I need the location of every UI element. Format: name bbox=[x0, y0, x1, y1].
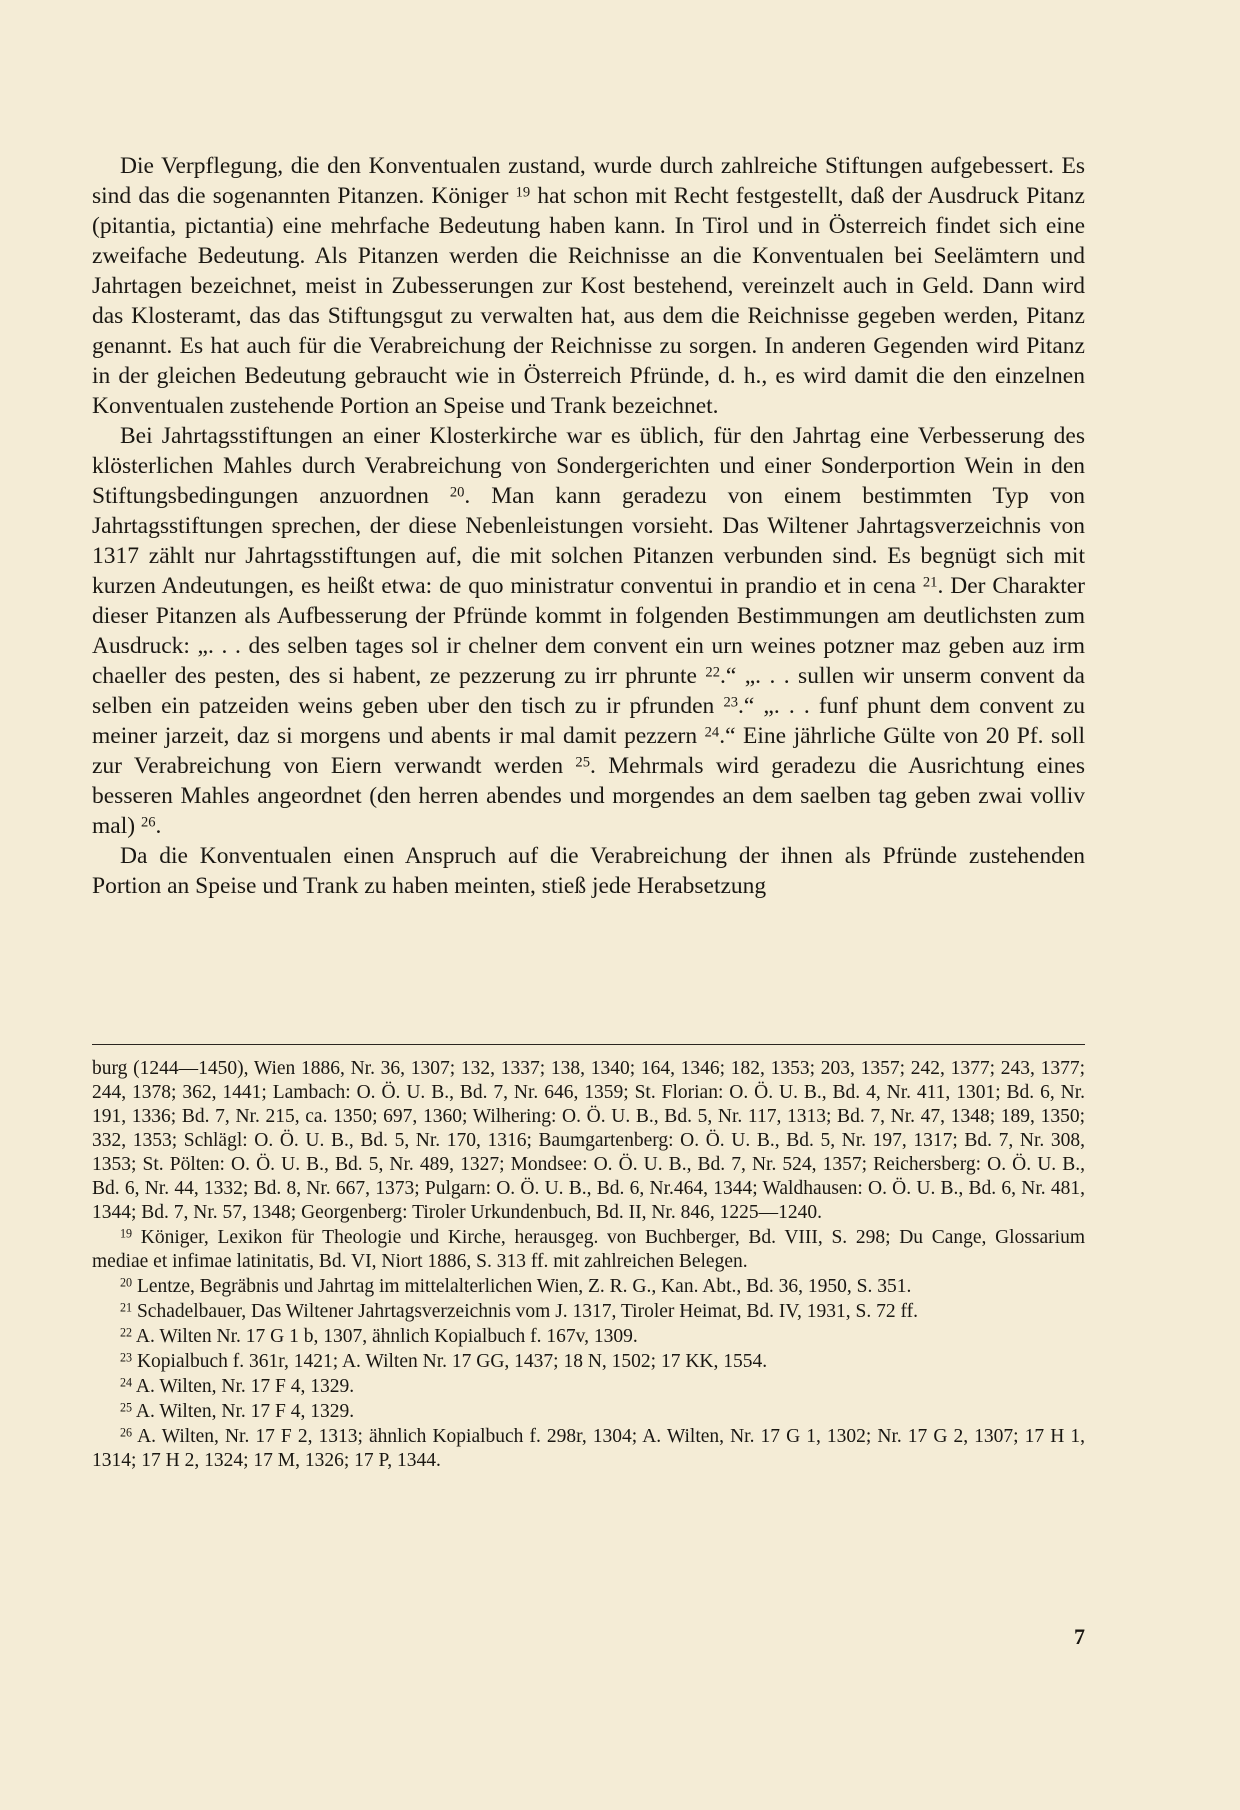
paragraph-text: Die Verpflegung, die den Konventualen zustand, wurde durch zahlreiche Stiftungen aufgebessert. Es sind das die sogenannten Pitanzen. Königer bbox=[92, 153, 1085, 209]
body-paragraph bbox=[92, 421, 1085, 841]
footnote-number: 20 bbox=[120, 1275, 133, 1290]
footnote-number: 21 bbox=[120, 1300, 133, 1315]
footnote-reference: 21 bbox=[922, 574, 938, 591]
paragraph-text: Da die Konventualen einen Anspruch auf die Verabreichung der ihnen als Pfründe zustehenden Portion an Speise und Trank zu haben meinten, stieß jede Herabsetzung bbox=[92, 843, 1085, 899]
footnote-text: Lentze, Begräbnis und Jahrtag im mittelalterlichen Wien, Z. R. G., Kan. Abt., Bd. 36, 1950, S. 351. bbox=[136, 1276, 912, 1297]
footnote-text: burg (1244—1450), Wien 1886, Nr. 36, 1307; 132, 1337; 138, 1340; 164, 1346; 182, 1353; 203, 1357; 242, 1377; 243, 1377; 244, 1378; 362, 1441; Lambach: O. Ö. U. B., Bd. 7, Nr. 646, 1359; St. Florian: O. Ö. U. B., Bd. 4, Nr. 411, 1301; Bd. 6, Nr. 191, 1336; Bd. 7, Nr. 215, ca. 1350; 697, 1360; Wilhering: O. Ö. U. B., Bd. 5, Nr. 117, 1313; Bd. 7, Nr. 47, 1348; 189, 1350; 332, 1353; Schlägl: O. Ö. U. B., Bd. 5, Nr. 170, 1316; Baumgartenberg: O. Ö. U. B., Bd. 5, Nr. 197, 1317; Bd. 7, Nr. 308, 1353; St. Pölten: O. Ö. U. B., Bd. 5, Nr. 489, 1327; Mondsee: O. Ö. U. B., Bd. 7, Nr. 524, 1357; Reichersberg: O. Ö. U. B., Bd. 6, Nr. 44, 1332; Bd. 8, Nr. 667, 1373; Pulgarn: O. Ö. U. B., Bd. 6, Nr.464, 1344; Waldhausen: O. Ö. U. B., Bd. 6, Nr. 481, 1344; Bd. 7, Nr. 57, 1348; Georgenberg: Tiroler Urkundenbuch, Bd. II, Nr. 846, 1225—1240. bbox=[92, 1058, 1085, 1223]
footnote-reference: 23 bbox=[723, 694, 738, 711]
footnote-text: Königer, Lexikon für Theologie und Kirche, herausgeg. von Buchberger, Bd. VIII, S. 298; Du Cange, Glossarium mediae et infimae latinitatis, Bd. VI, Niort 1886, S. 313 ff. mit zahlreichen Belegen. bbox=[92, 1227, 1086, 1272]
footnote-number: 25 bbox=[120, 1400, 133, 1415]
footnote-separator bbox=[92, 1044, 1085, 1045]
footnote-reference: 26 bbox=[140, 814, 156, 831]
footnote-text: A. Wilten, Nr. 17 F 4, 1329. bbox=[135, 1401, 355, 1422]
paragraph-text: . bbox=[155, 813, 162, 839]
paragraph-text: hat schon mit Recht festgestellt, daß der Ausdruck Pitanz (pitantia, pictantia) eine mehrfache Bedeutung haben kann. In Tirol und in Österreich findet sich eine zweifache Bedeutung. Als Pitanzen werden die Reichnisse an die Konventualen bei Seelämtern und Jahrtagen bezeichnet, meist in Zubesserungen zur Kost bestehend, vereinzelt auch in Geld. Dann wird das Klosteramt, das das Stiftungsgut zu verwalten hat, aus dem die Reichnisse gegeben werden, Pitanz genannt. Es hat auch für die Verabreichung der Reichnisse zu sorgen. In anderen Gegenden wird Pitanz in der gleichen Bedeutung gebraucht wie in Österreich Pfründe, d. h., es wird damit die den einzelnen Konventualen zustehende Portion an Speise und Trank bezeichnet. bbox=[92, 183, 1085, 419]
main-text bbox=[92, 151, 1085, 901]
footnote bbox=[92, 1300, 1085, 1324]
footnote-text: Schadelbauer, Das Wiltener Jahrtagsverzeichnis vom J. 1317, Tiroler Heimat, Bd. IV, 1931, S. 72 ff. bbox=[136, 1301, 918, 1322]
paragraph-text: . Mehrmals wird geradezu die Ausrichtung eines besseren Mahles angeordnet (den herren abendes und morgendes an dem saelben tag geben zwai volliv mal) bbox=[92, 753, 1085, 839]
footnotes bbox=[92, 1057, 1085, 1474]
footnote-text: A. Wilten, Nr. 17 F 2, 1313; ähnlich Kopialbuch f. 298r, 1304; A. Wilten, Nr. 17 G 1, 1302; Nr. 17 G 2, 1307; 17 H 1, 1314; 17 H 2, 1324; 17 M, 1326; 17 P, 1344. bbox=[92, 1426, 1085, 1471]
footnote-reference: 19 bbox=[515, 184, 531, 201]
footnote bbox=[92, 1275, 1085, 1299]
footnote-reference: 25 bbox=[575, 754, 590, 771]
footnote-number: 24 bbox=[120, 1375, 133, 1390]
body-paragraph bbox=[92, 841, 1085, 901]
body-paragraph bbox=[92, 151, 1085, 421]
footnote-number: 23 bbox=[120, 1350, 133, 1365]
footnote bbox=[92, 1226, 1085, 1274]
footnote bbox=[92, 1325, 1085, 1349]
footnote-number: 26 bbox=[120, 1425, 133, 1440]
footnote bbox=[92, 1375, 1085, 1399]
footnote-text: Kopialbuch f. 361r, 1421; A. Wilten Nr. 17 GG, 1437; 18 N, 1502; 17 KK, 1554. bbox=[136, 1351, 768, 1372]
paragraph-text: .“ Eine jährliche Gülte von 20 Pf. soll zur Verabreichung von Eiern verwandt werden bbox=[92, 723, 1085, 779]
page-number: 7 bbox=[1074, 1624, 1085, 1649]
footnote bbox=[92, 1350, 1085, 1374]
footnote-number: 22 bbox=[120, 1325, 133, 1340]
footnote-number: 19 bbox=[120, 1226, 133, 1241]
footnote-reference: 20 bbox=[449, 484, 465, 501]
paragraph-text: . Man kann geradezu von einem bestimmten Typ von Jahrtagsstiftungen sprechen, der diese Nebenleistungen vorsieht. Das Wiltener Jahrtagsverzeichnis von 1317 zählt nur Jahrtagsstiftungen auf, die mit solchen Pitanzen verbunden sind. Es begnügt sich mit kurzen Andeutungen, es heißt etwa: de quo ministratur conventui in prandio et in cena bbox=[92, 483, 1085, 599]
footnote-reference: 24 bbox=[704, 724, 720, 741]
footnote bbox=[92, 1425, 1085, 1473]
footnote-continuation bbox=[92, 1057, 1085, 1225]
paragraph-text: .“ „. . . funf phunt dem convent zu meiner jarzeit, daz si morgens und abents ir mal damit pezzern bbox=[92, 693, 1085, 749]
footnote bbox=[92, 1400, 1085, 1424]
footnote-text: A. Wilten, Nr. 17 F 4, 1329. bbox=[135, 1376, 355, 1397]
paragraph-text: Bei Jahrtagsstiftungen an einer Klosterkirche war es üblich, für den Jahrtag eine Verbesserung des klösterlichen Mahles durch Verabreichung von Sondergerichten und einer Sonderportion Wein in den Stiftungsbedingungen anzuordnen bbox=[92, 423, 1085, 509]
footnote-reference: 22 bbox=[705, 664, 720, 681]
footnote-text: A. Wilten Nr. 17 G 1 b, 1307, ähnlich Kopialbuch f. 167v, 1309. bbox=[135, 1326, 638, 1347]
paragraph-text: .“ „. . . sullen wir unserm convent da selben ein patzeiden weins geben uber den tisch zu ir pfrunden bbox=[92, 663, 1085, 719]
paragraph-text: . Der Charakter dieser Pitanzen als Aufbesserung der Pfründe kommt in folgenden Bestimmungen am deutlichsten zum Ausdruck: „. . . des selben tages sol ir chelner dem convent ein urn weines potzner maz geben auz irm chaeller des pesten, des si habent, ze pezzerung zu irr phrunte bbox=[92, 573, 1086, 689]
